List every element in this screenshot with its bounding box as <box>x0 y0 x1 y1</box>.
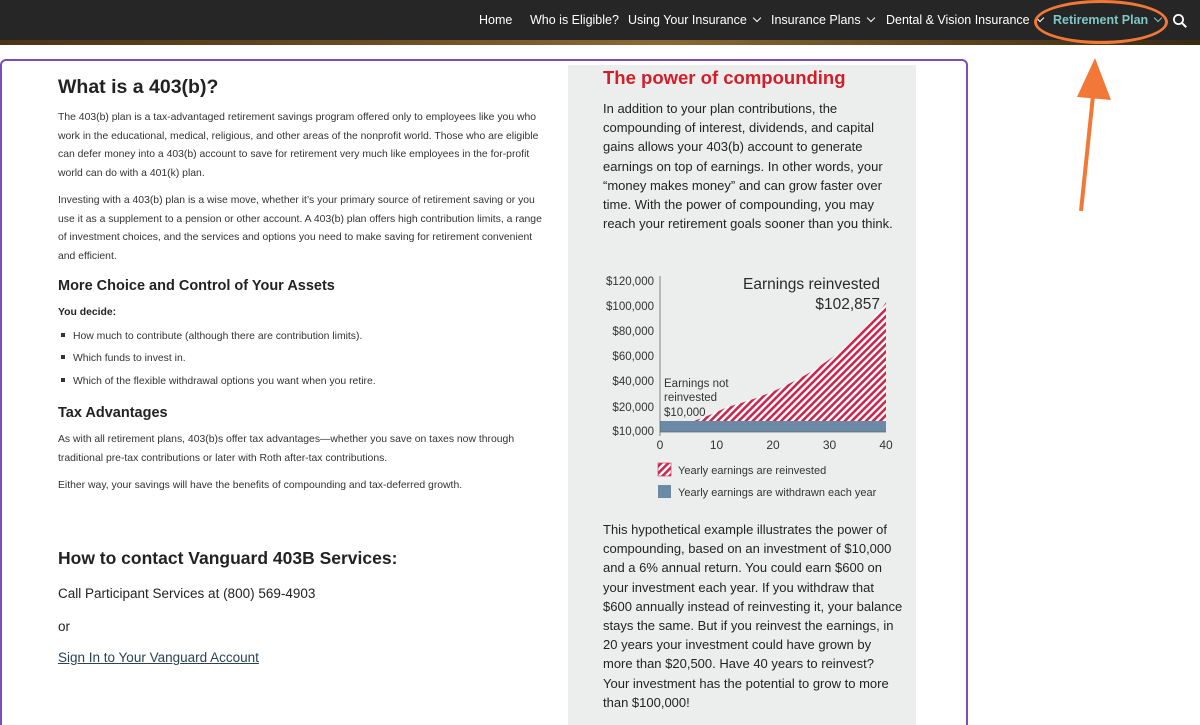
contact-phone: Call Participant Services at (800) 569-4903 <box>58 586 316 601</box>
y-tick-label: $80,000 <box>612 326 654 338</box>
tax-heading: Tax Advantages <box>58 405 168 421</box>
x-tick-label: 30 <box>822 438 837 452</box>
y-tick-label: $20,000 <box>612 402 654 414</box>
tax-paragraph-2: Either way, your savings will have the benefits of compounding and tax-deferred growth. <box>58 480 463 491</box>
vanguard-sign-in-link[interactable]: Sign In to Your Vanguard Account <box>58 650 259 665</box>
contact-heading: How to contact Vanguard 403B Services: <box>58 548 398 568</box>
tax-paragraph: As with all retirement plans, 403(b)s offer tax advantages—whether you save on taxes now through traditional pre-tax contributions or later with Roth after-tax contributions. <box>58 434 515 464</box>
chevron-down-icon <box>866 14 874 22</box>
header-image-strip <box>0 40 1200 45</box>
nav-using-your-insurance[interactable]: Using Your Insurance <box>628 13 760 27</box>
search-button[interactable] <box>1172 13 1188 29</box>
arrow-annotation <box>1060 56 1120 216</box>
annotation-not-reinvested: reinvested <box>664 392 718 404</box>
x-tick-label: 0 <box>656 438 664 452</box>
x-tick-label: 10 <box>709 438 724 452</box>
y-tick-label: $100,000 <box>606 301 654 313</box>
annotation-reinvested: Earnings reinvested <box>743 276 880 293</box>
investing-paragraph: Investing with a 403(b) plan is a wise move, whether it’s your primary source of retirement saving or you use it as a supplement to a pension or other account. A 403(b) plan offers high contribution limits, a range of investment choices, and the services and options you need to make saving for retirement convenient and efficient. <box>58 195 542 262</box>
sidebar-title: The power of compounding <box>603 67 846 88</box>
annotation-not-reinvested: Earnings not <box>664 378 729 390</box>
nav-insurance-plans[interactable]: Insurance Plans <box>771 13 874 27</box>
y-tick-label: $40,000 <box>612 376 654 388</box>
contact-or: or <box>58 619 71 634</box>
you-decide-label: You decide: <box>58 307 117 318</box>
choice-heading: More Choice and Control of Your Assets <box>58 278 335 294</box>
sidebar-intro: In addition to your plan contributions, the compounding of interest, dividends, and capital gains allows your 403(b) account to generate earnings on top of earnings. In other words, your “money makes money” and can grow faster over time. With the power of compounding, you may reach your retirement goals sooner than you think. <box>603 101 893 232</box>
page-title: What is a 403(b)? <box>58 76 219 98</box>
withdrawn-area <box>660 421 886 432</box>
nav-dental-vision-insurance[interactable]: Dental & Vision Insurance <box>886 13 1043 27</box>
legend-label-withdrawn: Yearly earnings are withdrawn each year <box>678 487 877 499</box>
nav-retirement-plan[interactable]: Retirement Plan <box>1053 13 1161 27</box>
x-tick-label: 20 <box>766 438 780 452</box>
list-item: Which of the flexible withdrawal options you want when you retire. <box>61 376 376 387</box>
x-tick-label: 40 <box>879 438 893 452</box>
compounding-chart <box>598 270 908 510</box>
list-item: Which funds to invest in. <box>61 353 186 364</box>
intro-paragraph: The 403(b) plan is a tax-advantaged retirement savings program offered only to employees like you who work in the educational, medical, religious, and other areas of the nonprofit world. Those who are eligible can defer money into a 403(b) account to save for retirement very much like employees in the for-profit world can do with a 401(k) plan. <box>58 112 539 179</box>
annotation-reinvested-value: $102,857 <box>815 296 880 313</box>
nav-home[interactable]: Home <box>479 13 513 27</box>
legend-label-reinvested: Yearly earnings are reinvested <box>678 465 827 477</box>
annotation-not-reinvested-value: $10,000 <box>664 407 706 419</box>
nav-who-is-eligible[interactable]: Who is Eligible? <box>530 13 619 27</box>
y-tick-label: $10,000 <box>612 426 654 438</box>
example-paragraph: This hypothetical example illustrates the power of compounding, based on an investment of $10,000 and a 6% annual return. You could earn $600 on your investment each year. If you withdraw that $600 annually instead of reinvesting it, your balance stays the same. But if you reinvest the earnings, in 20 years your investment could have grown by more than $20,500. Have 40 years to reinvest? Your investment has the potential to grow to more than $100,000! <box>603 522 903 710</box>
y-tick-label: $120,000 <box>606 276 654 288</box>
legend-swatch-withdrawn <box>658 485 671 498</box>
list-item: How much to contribute (although there are contribution limits). <box>61 331 362 342</box>
highlight-ellipse-annotation <box>1034 0 1168 44</box>
chevron-down-icon <box>753 14 761 22</box>
legend-swatch-reinvested <box>658 463 671 476</box>
search-icon <box>1172 13 1188 29</box>
y-tick-label: $60,000 <box>612 351 654 363</box>
